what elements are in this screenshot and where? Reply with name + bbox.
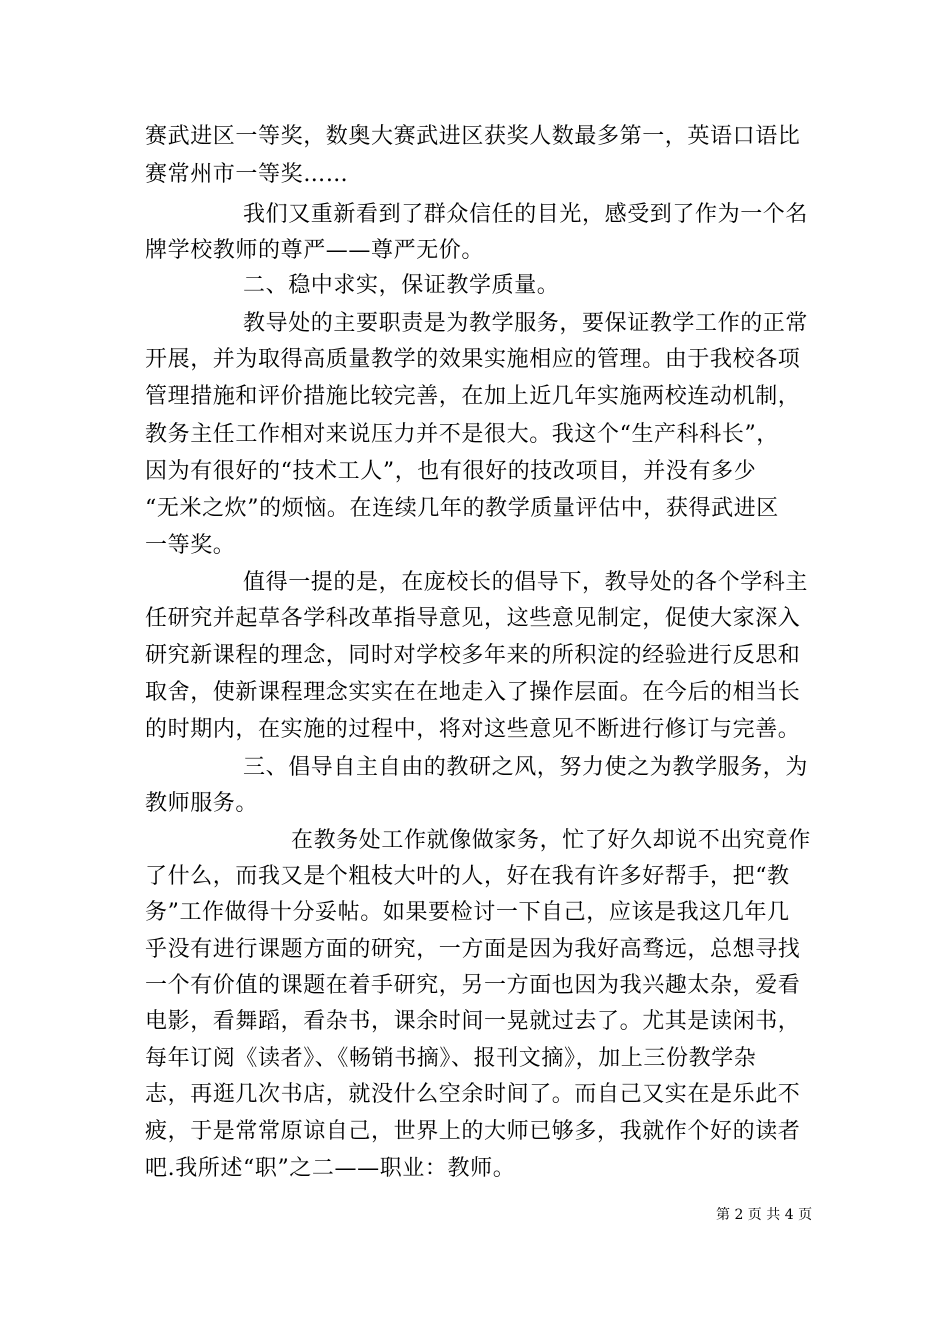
text-line-21: 了什么，而我又是个粗枝大叶的人，好在我有许多好帮手，把“教 (145, 864, 790, 889)
text-line-25: 电影，看舞蹈，看杂书，课余时间一晃就过去了。尤其是读闲书， (145, 1009, 801, 1034)
text-line-27: 志，再逛几次书店，就没什么空余时间了。而自己又实在是乐此不 (145, 1082, 801, 1107)
section-heading-2: 二、稳中求实，保证教学质量。 (243, 273, 560, 298)
text-line-17: 的时期内，在实施的过程中，将对这些意见不断进行修订与完善。 (145, 717, 801, 742)
text-line-29: 吧.我所述“职”之二——职业：教师。 (145, 1156, 516, 1181)
text-line-6: 教导处的主要职责是为教学服务，要保证教学工作的正常 (243, 311, 809, 336)
text-line-8: 管理措施和评价措施比较完善，在加上近几年实施两校连动机制， (145, 384, 801, 409)
text-line-20: 在教务处工作就像做家务，忙了好久却说不出究竟作 (291, 828, 811, 853)
text-line-24: 一个有价值的课题在着手研究，另一方面也因为我兴趣太杂，爱看 (145, 973, 801, 998)
text-line-15: 研究新课程的理念，同时对学校多年来的所积淀的经验进行反思和 (145, 643, 801, 668)
text-line-14: 任研究并起草各学科改革指导意见，这些意见制定，促使大家深入 (145, 606, 801, 631)
text-line-23: 乎没有进行课题方面的研究，一方面是因为我好高骛远，总想寻找 (145, 937, 801, 962)
section-heading-3: 三、倡导自主自由的教研之风，努力使之为教学服务，为 (243, 755, 809, 780)
text-line-1: 赛武进区一等奖，数奥大赛武进区获奖人数最多第一，英语口语比 (145, 124, 801, 149)
text-line-28: 疲，于是常常原谅自己，世界上的大师已够多，我就作个好的读者 (145, 1119, 801, 1144)
text-line-22: 务”工作做得十分妥帖。如果要检讨一下自己，应该是我这几年几 (145, 900, 790, 925)
page-number-footer: 第 2 页 共 4 页 (716, 1207, 813, 1223)
text-line-10: 因为有很好的“技术工人”，也有很好的技改项目，并没有多少 (145, 459, 757, 484)
text-line-16: 取舍，使新课程理念实实在在地走入了操作层面。在今后的相当长 (145, 680, 801, 705)
text-line-13: 值得一提的是，在庞校长的倡导下，教导处的各个学科主 (243, 570, 809, 595)
text-line-9: 教务主任工作相对来说压力并不是很大。我这个“生产科科长”， (145, 422, 779, 447)
text-line-3: 我们又重新看到了群众信任的目光，感受到了作为一个名 (243, 202, 809, 227)
text-line-2: 赛常州市一等奖…… (145, 162, 349, 187)
text-line-11: “无米之炊”的烦恼。在连续几年的教学质量评估中，获得武进区 (145, 496, 779, 521)
text-line-12: 一等奖。 (145, 533, 236, 558)
text-line-26: 每年订阅《读者》、《畅销书摘》、报刊文摘》，加上三份教学杂 (145, 1046, 757, 1071)
text-line-4: 牌学校教师的尊严——尊严无价。 (145, 238, 485, 263)
text-line-19: 教师服务。 (145, 791, 259, 816)
text-line-7: 开展，并为取得高质量教学的效果实施相应的管理。由于我校各项 (145, 347, 801, 372)
